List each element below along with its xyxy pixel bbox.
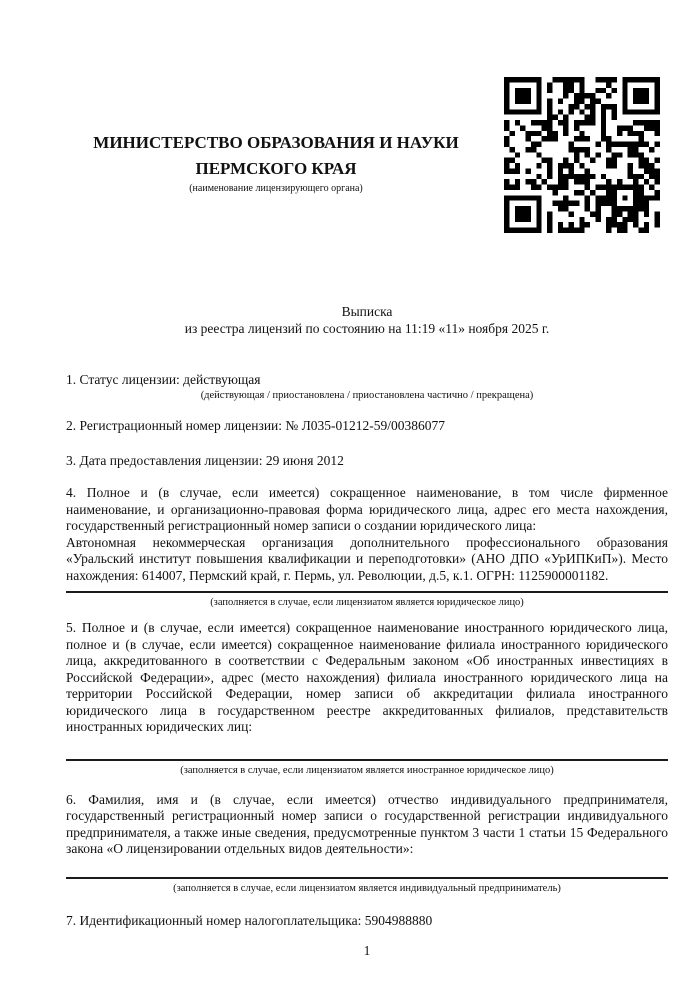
item-6-caption: (заполняется в случае, если лицензиатом является индивидуальный предприниматель): [173, 882, 561, 894]
item-4-caption: (заполняется в случае, если лицензиатом является юридическое лицо): [210, 597, 524, 608]
item-3-license-grant-date: 3. Дата предоставления лицензии: 29 июня 2012: [66, 453, 344, 468]
licensing-authority-block: [66, 130, 486, 195]
item-5-caption: (заполняется в случае, если лицензиатом является иностранное юридическое лицо): [180, 764, 554, 776]
extract-subtitle: из реестра лицензий по состоянию на 11:19 «11» ноября 2025 г.: [184, 321, 550, 336]
extract-title-block: [66, 303, 668, 337]
ministry-name-line1: МИНИСТЕРСТВО ОБРАЗОВАНИЯ И НАУКИ: [93, 133, 459, 152]
document-content: [66, 0, 668, 959]
page-number: 1: [363, 942, 371, 958]
item-7-taxpayer-id: 7. Идентификационный номер налогоплательщика: 5904988880: [66, 912, 433, 928]
ministry-name-line2: ПЕРМСКОГО КРАЯ: [195, 159, 357, 178]
licensing-authority-caption: (наименование лицензирующего органа): [189, 183, 363, 194]
item-4-legal-entity-answer: Автономная некоммерческая организация дополнительного профессионального образования «Уральский институт повышения квалификации и переподготовки» (АНО ДПО «УрИПКиП»). Место нахождения: 614007, Пермский край, г. Пермь, ул. Революции, д.5, к.1. ОГРН: 1125900001182.: [66, 534, 668, 583]
item-5-foreign-entity-question: 5. Полное и (в случае, если имеется) сокращенное наименование иностранного юридического лица, полное и (в случае, если имеется) сокращенное наименование филиала иностранного юридического лица, аккредитованного в соответствии с Федеральным законом «Об иностранных инвестициях в Российской Федерации», адрес (место нахождения) филиала иностранного юридического лица на территории Российской Федерации, номер записи об аккредитации филиала иностранного юридического лица в государственном реестре аккредитованных филиалов, представительств иностранных юридических лиц:: [66, 620, 668, 734]
item-4-legal-entity-question: 4. Полное и (в случае, если имеется) сокращенное наименование, в том числе фирменное наименование, и организационно-правовая форма юридического лица, адрес его места нахождения, государственный регистрационный номер записи о создании юридического лица:: [66, 485, 668, 533]
fill-in-line-item-5: [66, 759, 668, 761]
item-6-entrepreneur-question: 6. Фамилия, имя и (в случае, если имеется) отчество индивидуального предпринимателя, государственный регистрационный номер записи о государственной регистрации индивидуального предпринимателя, а также иные сведения, предусмотренные пунктом 3 части 1 статьи 15 Федерального закона «О лицензировании отдельных видов деятельности»:: [66, 791, 668, 856]
item-2-registration-number: 2. Регистрационный номер лицензии: № Л035-01212-59/00386077: [66, 418, 446, 433]
item-1-license-status: 1. Статус лицензии: действующая: [66, 372, 261, 387]
item-1-status-options-caption: (действующая / приостановлена / приостановлена частично / прекращена): [200, 390, 534, 401]
fill-in-line-item-4: [66, 591, 668, 593]
fill-in-line-item-6: [66, 877, 668, 879]
extract-title: Выписка: [341, 304, 393, 319]
